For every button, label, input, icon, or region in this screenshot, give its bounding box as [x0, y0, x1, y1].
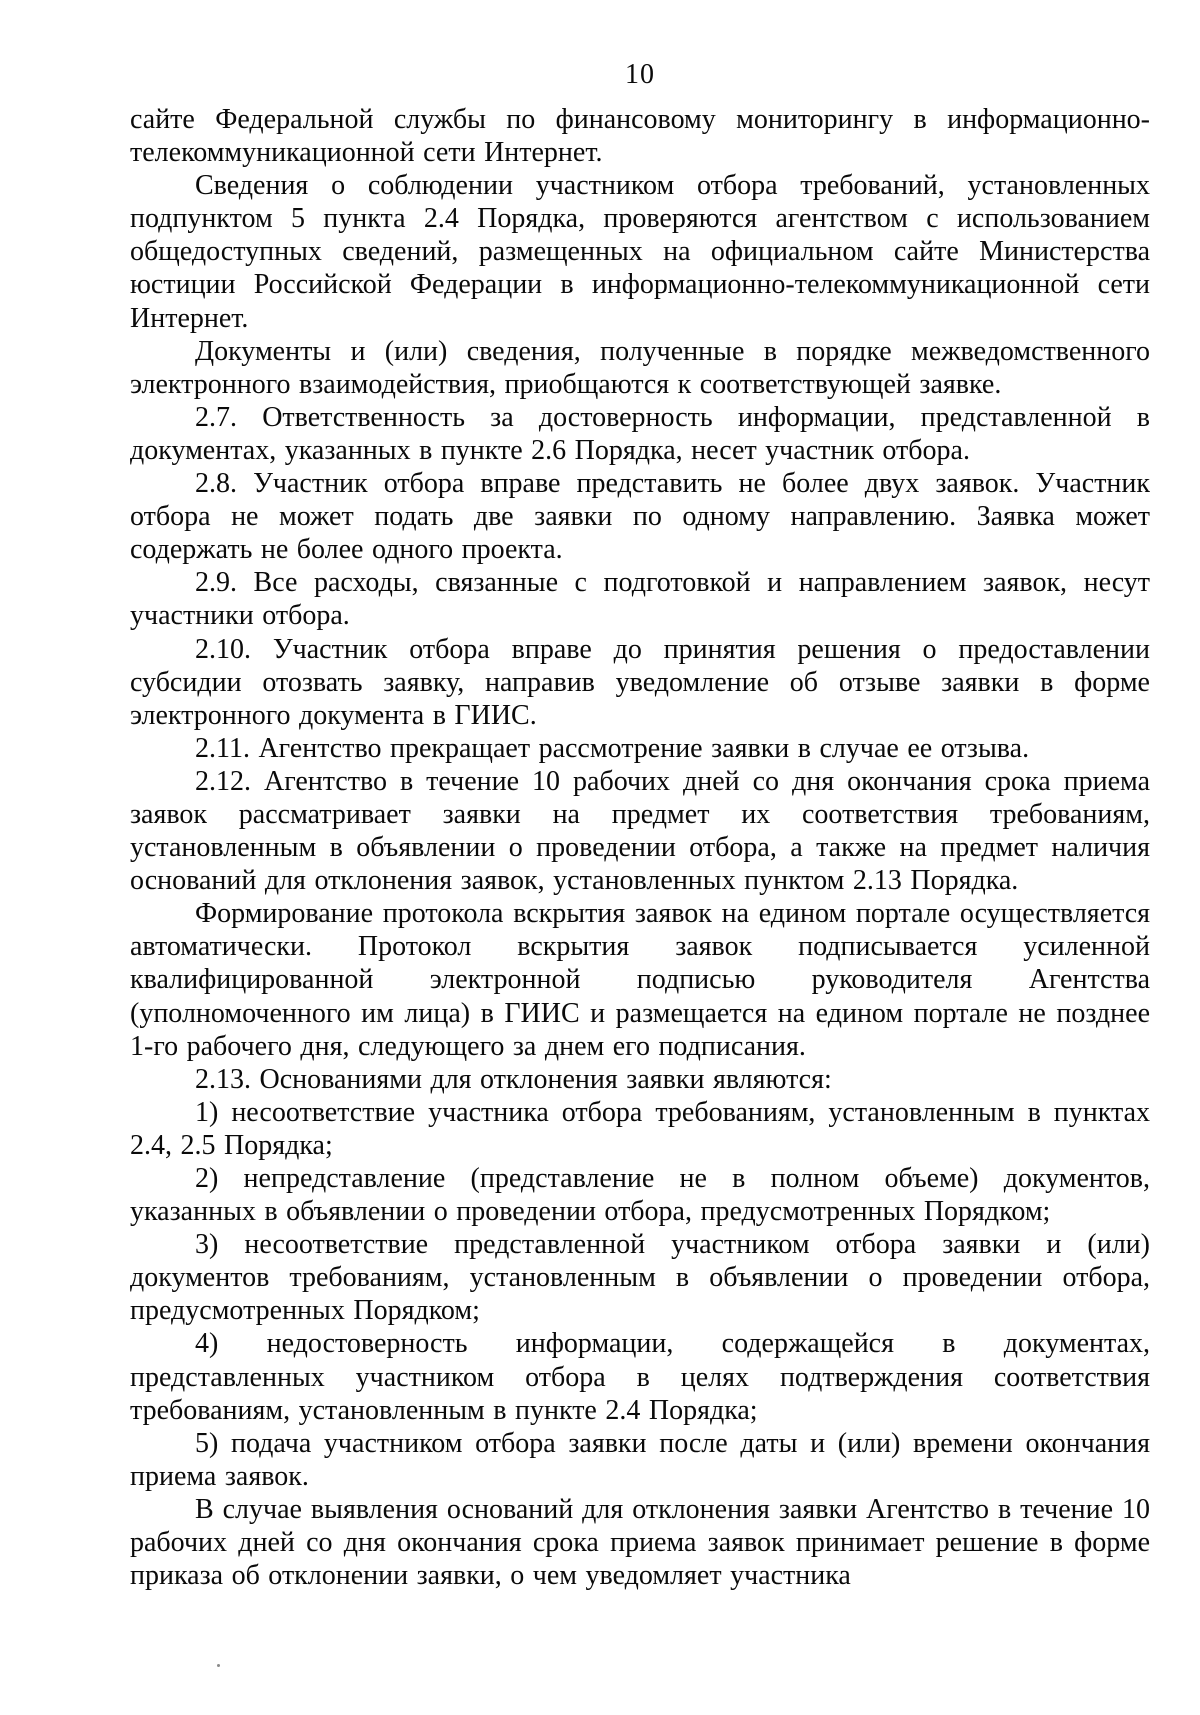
paragraph: Сведения о соблюдении участником отбора требований, установленных подпунктом 5 пункта 2.4 Порядка, проверяются агентством с использованием общедоступных сведений, размещенных на официальном сайте Министерства юстиции Российской Федерации в информационно-телекоммуникационной сети Интернет.: [130, 170, 1150, 334]
page-number: 10: [625, 59, 655, 90]
paragraph: 5) подача участником отбора заявки после даты и (или) времени окончания приема заявок.: [130, 1427, 1150, 1492]
paragraph: 2.10. Участник отбора вправе до принятия решения о предоставлении субсидии отозвать заявку, направив уведомление об отзыве заявки в форме электронного документа в ГИИС.: [130, 633, 1150, 731]
paragraph: 2.11. Агентство прекращает рассмотрение заявки в случае ее отзыва.: [195, 732, 1030, 764]
paragraph: 2.7. Ответственность за достоверность информации, представленной в документах, указанных в пункте 2.6 Порядка, несет участник отбора.: [130, 401, 1150, 466]
document-body: [130, 103, 1150, 1592]
paragraph: 1) несоответствие участника отбора требованиям, установленным в пунктах 2.4, 2.5 Порядка;: [130, 1096, 1150, 1161]
scan-artifact-dot: [217, 1664, 220, 1667]
paragraph: Документы и (или) сведения, полученные в порядке межведомственного электронного взаимодействия, приобщаются к соответствующей заявке.: [130, 335, 1150, 400]
paragraph: 2.12. Агентство в течение 10 рабочих дней со дня окончания срока приема заявок рассматривает заявки на предмет их соответствия требованиям, установленным в объявлении о проведении отбора, а также на предмет наличия оснований для отклонения заявок, установленных пунктом 2.13 Порядка.: [130, 765, 1150, 897]
paragraph: В случае выявления оснований для отклонения заявки Агентство в течение 10 рабочих дней со дня окончания срока приема заявок принимает решение в форме приказа об отклонении заявки, о чем уведомляет участника: [130, 1493, 1150, 1592]
paragraph: 3) несоответствие представленной участником отбора заявки и (или) документов требованиям, установленным в объявлении о проведении отбора, предусмотренных Порядком;: [130, 1229, 1150, 1327]
paragraph: 2) непредставление (представление не в полном объеме) документов, указанных в объявлении о проведении отбора, предусмотренных Порядком;: [130, 1163, 1150, 1228]
paragraph: 2.9. Все расходы, связанные с подготовкой и направлением заявок, несут участники отбора.: [130, 567, 1150, 632]
paragraph: 2.13. Основаниями для отклонения заявки являются:: [195, 1063, 832, 1095]
paragraph: 2.8. Участник отбора вправе представить не более двух заявок. Участник отбора не может подать две заявки по одному направлению. Заявка может содержать не более одного проекта.: [130, 468, 1150, 566]
paragraph: Формирование протокола вскрытия заявок на едином портале осуществляется автоматически. Протокол вскрытия заявок подписывается усиленной квалифицированной электронной подписью руководителя Агентства (уполномоченного им лица) в ГИИС и размещается на едином портале не позднее 1-го рабочего дня, следующего за днем его подписания.: [130, 898, 1150, 1062]
paragraph: 4) недостоверность информации, содержащейся в документах, представленных участником отбора в целях подтверждения соответствия требованиям, установленным в пункте 2.4 Порядка;: [130, 1328, 1150, 1426]
paragraph: сайте Федеральной службы по финансовому мониторингу в информационно-телекоммуникационной сети Интернет.: [130, 104, 1150, 169]
